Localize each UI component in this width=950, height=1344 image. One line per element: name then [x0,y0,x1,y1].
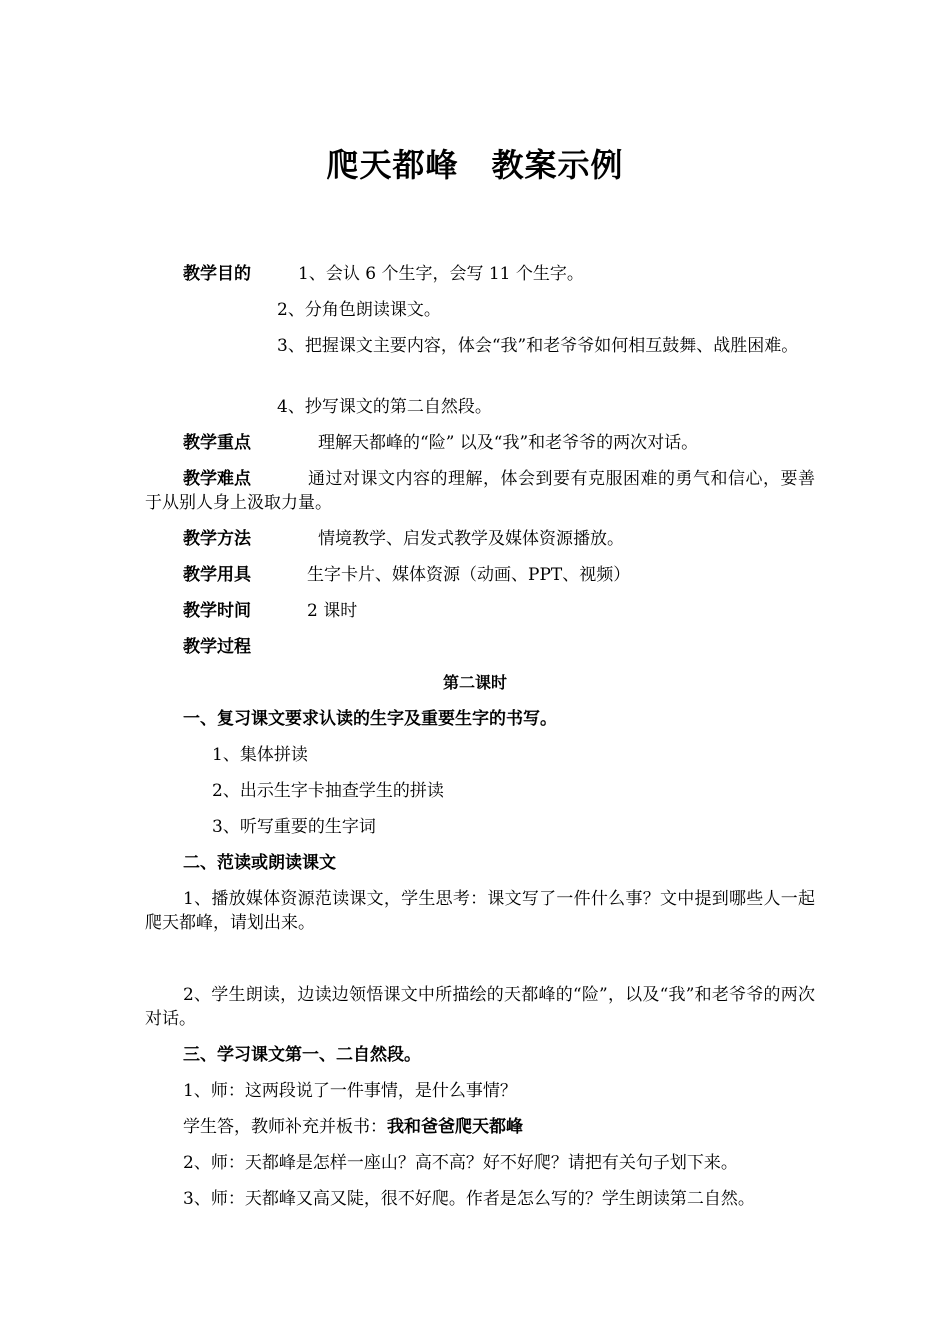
objective-item: 2、分角色朗读课文。 [277,300,441,320]
list-item: 2、出示生字卡抽查学生的拼读 [212,781,444,801]
method-text: 情境教学、启发式教学及媒体资源播放。 [318,529,624,549]
objective-item: 3、把握课文主要内容，体会“我”和老爷爷如何相互鼓舞、战胜困难。 [277,336,799,356]
question: 2、师：天都峰是怎样一座山？高不高？好不好爬？请把有关句子划下来。 [183,1153,738,1173]
paragraph: 2、学生朗读，边读边领悟课文中所描绘的天都峰的“险”，以及“我”和老爷爷的两次对话。 [145,985,815,1029]
objectives-label: 教学目的 [183,264,251,284]
difficulty-label: 教学难点 [183,469,251,489]
board-writing: 我和爸爸爬天都峰 [387,1117,523,1137]
section3-heading: 三、学习课文第一、二自然段。 [183,1045,421,1065]
objective-item: 4、抄写课文的第二自然段。 [277,397,492,417]
question: 3、师：天都峰又高又陡，很不好爬。作者是怎么写的？学生朗读第二自然。 [183,1189,755,1209]
process-label: 教学过程 [183,637,251,657]
list-item: 1、集体拼读 [212,745,308,765]
key-point-label: 教学重点 [183,433,251,453]
time-label: 教学时间 [183,601,251,621]
method-label: 教学方法 [183,529,251,549]
section1-heading: 一、复习课文要求认读的生字及重要生字的书写。 [183,709,557,729]
list-item: 3、听写重要的生字词 [212,817,376,837]
answer-prefix: 学生答，教师补充并板书： [183,1117,387,1137]
paragraph: 1、播放媒体资源范读课文，学生思考：课文写了一件什么事？文中提到哪些人一起爬天都峰，请划出来。 [145,889,815,933]
tools-text: 生字卡片、媒体资源（动画、PPT、视频） [307,565,631,585]
time-text: 2 课时 [307,601,358,621]
lesson-heading: 第二课时 [442,673,507,692]
page-title: 爬天都峰 教案示例 [326,146,624,184]
answer-line [183,1115,523,1139]
tools-label: 教学用具 [183,565,251,585]
objective-item: 1、会认 6 个生字，会写 11 个生字。 [298,264,584,284]
section2-heading: 二、范读或朗读课文 [183,853,336,873]
question: 1、师：这两段说了一件事情，是什么事情？ [183,1081,517,1101]
difficulty-text: 通过对课文内容的理解，体会到要有克服困难的勇气和信心，要善于从别人身上汲取力量。 [145,469,815,513]
key-point-text: 理解天都峰的“险” 以及“我”和老爷爷的两次对话。 [318,433,699,453]
